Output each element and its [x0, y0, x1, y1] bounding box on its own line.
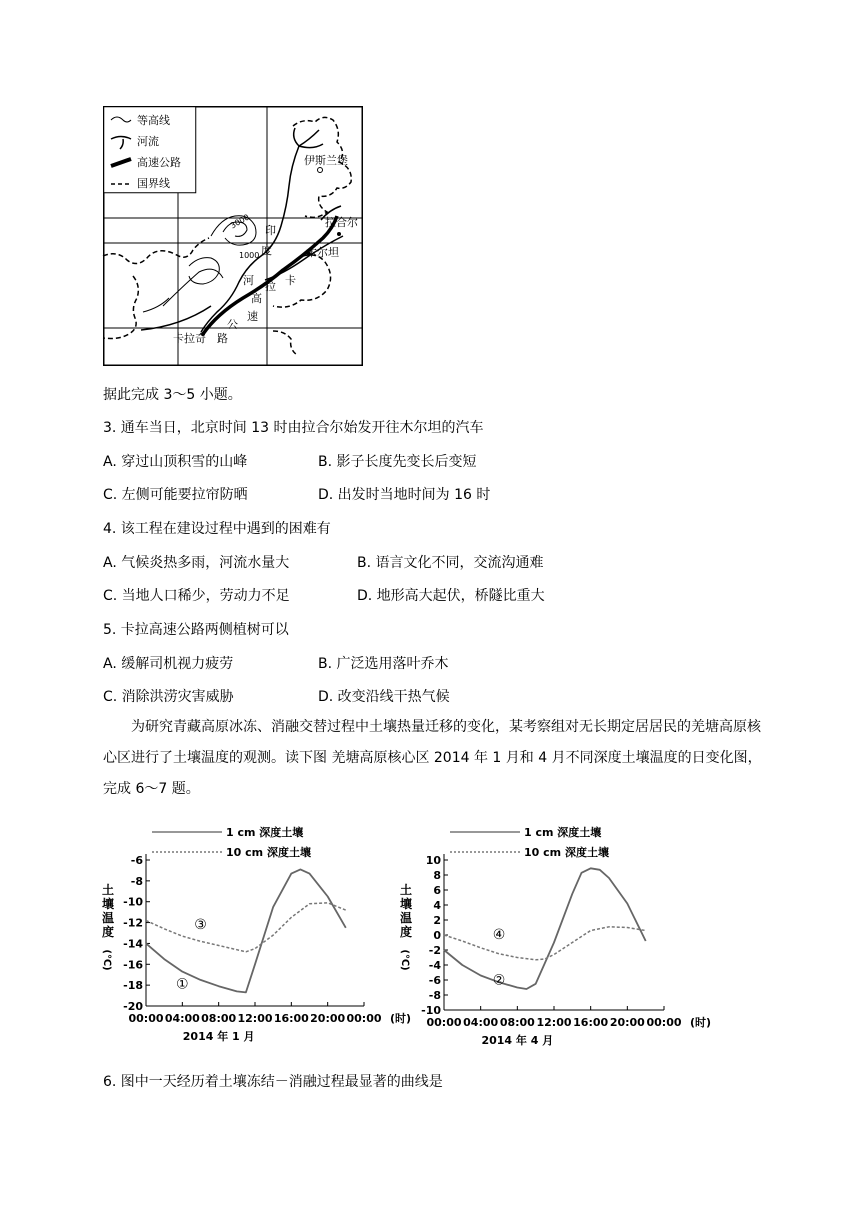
y-tick-label-1: -8: [130, 874, 143, 888]
x-tick-label-5: 20:00: [609, 1016, 645, 1029]
y-label-char-2: 温: [399, 911, 413, 925]
x-tick-label-6: 00:00: [646, 1016, 682, 1029]
q4-stem: 4. 该工程在建设过程中遇到的困难有: [103, 521, 331, 537]
q5-option-a: A. 缓解司机视力疲劳: [103, 656, 234, 672]
contour-3000-label: 3000: [228, 212, 251, 231]
y-tick-label-2: -10: [123, 895, 143, 909]
chart-title: 2014 年 4 月: [481, 1034, 554, 1047]
x-unit-label: (时): [690, 1016, 712, 1029]
intro-3-5: 据此完成 3～5 小题。: [103, 387, 242, 403]
x-tick-label-1: 04:00: [463, 1016, 499, 1029]
legend-label-1: 10 cm 深度土壤: [226, 846, 311, 859]
q4-option-c: C. 当地人口稀少，劳动力不足: [103, 588, 290, 604]
chart-january: [100, 824, 412, 1054]
legend-contour-label: 等高线: [137, 114, 170, 127]
kala-label-3: 高: [251, 292, 262, 305]
y-tick-label-6: -2: [428, 944, 441, 957]
q5-option-c: C. 消除洪涝灾害威胁: [103, 689, 234, 705]
contour-1000-label: 1000: [239, 251, 260, 260]
x-tick-label-6: 00:00: [346, 1012, 382, 1025]
y-label-char-1: 壤: [399, 897, 413, 911]
y-tick-label-6: -18: [123, 979, 143, 993]
legend-label-0: 1 cm 深度土壤: [226, 826, 304, 839]
series-line-1: [444, 927, 646, 960]
y-label-unit: (℃): [399, 949, 410, 971]
q3-option-b: B. 影子长度先变长后变短: [318, 454, 477, 470]
lahore-label: 拉合尔: [325, 216, 358, 229]
series-marker-label-1: ③: [194, 916, 207, 933]
y-tick-label-1: 8: [433, 869, 441, 882]
y-tick-label-7: -20: [123, 1000, 143, 1013]
q3-option-d: D. 出发时当地时间为 16 时: [318, 487, 491, 503]
indus-label-2: 度: [261, 244, 272, 257]
y-tick-label-4: -14: [123, 937, 143, 951]
y-tick-label-5: 0: [433, 929, 441, 942]
y-tick-label-3: -12: [123, 916, 143, 930]
chart-april: [399, 824, 730, 1054]
y-tick-label-0: 10: [425, 854, 441, 867]
q3-option-a: A. 穿过山顶积雪的山峰: [103, 454, 248, 470]
y-label-unit: (℃): [101, 949, 112, 971]
indus-label-3: 河: [243, 274, 254, 287]
legend-river-label: 河流: [137, 135, 159, 148]
kala-label-4: 速: [247, 310, 258, 323]
q6-stem: 6. 图中一天经历着土壤冻结－消融过程最显著的曲线是: [103, 1074, 443, 1090]
q5-option-d: D. 改变沿线干热气候: [318, 689, 450, 705]
y-tick-label-7: -4: [428, 959, 441, 972]
karachi-label: 卡拉奇: [173, 332, 206, 345]
chart-title: 2014 年 1 月: [182, 1030, 255, 1043]
y-tick-label-2: 6: [433, 884, 441, 897]
x-tick-label-4: 16:00: [573, 1016, 609, 1029]
x-tick-label-3: 12:00: [237, 1012, 273, 1025]
series-marker-label-0: ①: [176, 976, 189, 993]
contour-lines: [143, 216, 256, 312]
q4-option-d: D. 地形高大起伏，桥隧比重大: [357, 588, 545, 604]
x-tick-label-3: 12:00: [536, 1016, 572, 1029]
x-tick-label-0: 00:00: [426, 1016, 462, 1029]
y-label-char-0: 土: [101, 883, 115, 897]
legend-border-label: 国界线: [137, 177, 170, 190]
multan-label: 木尔坦: [306, 246, 339, 259]
x-unit-label: (时): [390, 1012, 412, 1025]
series-line-0: [444, 868, 646, 989]
y-tick-label-9: -8: [428, 989, 441, 1002]
y-tick-label-4: 2: [433, 914, 441, 927]
series-marker-label-0: ②: [492, 972, 506, 989]
q3-option-c: C. 左侧可能要拉帘防晒: [103, 487, 248, 503]
q3-stem: 3. 通车当日，北京时间 13 时由拉合尔始发开往木尔坦的汽车: [103, 420, 484, 436]
y-label-char-2: 温: [101, 911, 115, 925]
kala-label-6: 路: [217, 332, 228, 345]
x-tick-label-5: 20:00: [310, 1012, 346, 1025]
y-tick-label-10: -10: [421, 1004, 441, 1017]
q5-stem: 5. 卡拉高速公路两侧植树可以: [103, 622, 289, 638]
y-label-char-3: 度: [399, 925, 413, 939]
series-line-0: [146, 869, 346, 992]
series-line-1: [146, 903, 346, 952]
legend-highway-label: 高速公路: [137, 156, 181, 169]
legend-label-0: 1 cm 深度土壤: [524, 826, 602, 839]
kala-label-5: 公: [227, 318, 238, 331]
y-tick-label-8: -6: [428, 974, 441, 987]
map-figure: [103, 106, 363, 366]
x-tick-label-0: 00:00: [128, 1012, 164, 1025]
x-tick-label-2: 08:00: [499, 1016, 535, 1029]
islamabad-label: 伊斯兰堡: [304, 154, 348, 167]
intro-6-7: 为研究青藏高原冰冻、消融交替过程中土壤热量迁移的变化，某考察组对无长期定居居民的羌塘高原核心区进行了土壤温度的观测。读下图 羌塘高原核心区 2014 年 1 月和 4 月不同深度土壤温度的日变化图， 完成 6～7 题。: [103, 719, 762, 797]
q4-option-b: B. 语言文化不同，交流沟通难: [357, 555, 544, 571]
q5-option-b: B. 广泛选用落叶乔木: [318, 656, 449, 672]
y-tick-label-3: 4: [433, 899, 441, 912]
y-tick-label-5: -16: [123, 958, 143, 972]
lahore-marker: [337, 232, 341, 236]
series-marker-label-1: ④: [492, 926, 506, 943]
y-label-char-0: 土: [399, 883, 413, 897]
q4-option-a: A. 气候炎热多雨，河流水量大: [103, 555, 290, 571]
y-label-char-3: 度: [101, 925, 115, 939]
y-tick-label-0: -6: [130, 854, 143, 867]
kala-label-2: 拉: [265, 280, 276, 293]
legend-label-1: 10 cm 深度土壤: [524, 846, 609, 859]
indus-label-1: 印: [265, 224, 276, 237]
x-tick-label-1: 04:00: [164, 1012, 200, 1025]
x-tick-label-2: 08:00: [201, 1012, 237, 1025]
y-label-char-1: 壤: [101, 897, 115, 911]
x-tick-label-4: 16:00: [273, 1012, 309, 1025]
kala-label-1: 卡: [285, 274, 296, 287]
islamabad-marker: [318, 168, 323, 173]
